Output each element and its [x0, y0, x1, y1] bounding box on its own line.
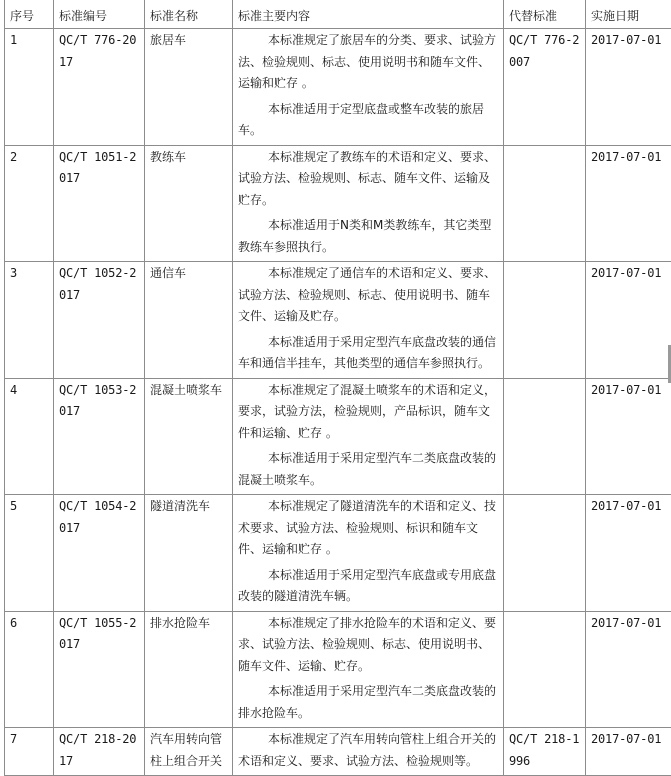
cell-seq: 2 [5, 145, 54, 262]
content-paragraph: 本标准适用于采用定型汽车二类底盘改装的排水抢险车。 [238, 681, 498, 724]
cell-name: 旅居车 [145, 29, 233, 146]
cell-content [233, 611, 504, 728]
cell-date: 2017-07-01 [586, 262, 671, 379]
header-seq: 序号 [5, 0, 54, 29]
cell-seq: 1 [5, 29, 54, 146]
cell-date: 2017-07-01 [586, 495, 671, 612]
table-row [5, 728, 671, 776]
header-name: 标准名称 [145, 0, 233, 29]
table-header-row [5, 0, 671, 29]
cell-date: 2017-07-01 [586, 728, 671, 776]
table-row [5, 145, 671, 262]
content-paragraph: 本标准规定了汽车用转向管柱上组合开关的术语和定义、要求、试验方法、检验规则等。 [238, 729, 498, 772]
cell-name: 通信车 [145, 262, 233, 379]
cell-content [233, 495, 504, 612]
cell-replaced [504, 495, 586, 612]
cell-content [233, 29, 504, 146]
content-paragraph: 本标准规定了旅居车的分类、要求、试验方法、检验规则、标志、使用说明书和随车文件、运输和贮存 。 [238, 30, 498, 95]
cell-code: QC/T 218-2017 [54, 728, 145, 776]
content-paragraph: 本标准适用于采用定型汽车底盘改装的通信车和通信半挂车，其他类型的通信车参照执行。 [238, 332, 498, 375]
cell-content [233, 728, 504, 776]
cell-code: QC/T 776-2017 [54, 29, 145, 146]
cell-replaced [504, 145, 586, 262]
content-paragraph: 本标准适用于N类和M类教练车，其它类型教练车参照执行。 [238, 215, 498, 258]
header-code: 标准编号 [54, 0, 145, 29]
cell-name: 排水抢险车 [145, 611, 233, 728]
cell-code: QC/T 1052-2017 [54, 262, 145, 379]
cell-date: 2017-07-01 [586, 145, 671, 262]
header-content: 标准主要内容 [233, 0, 504, 29]
cell-seq: 3 [5, 262, 54, 379]
cell-name: 混凝土喷浆车 [145, 378, 233, 495]
cell-name: 隧道清洗车 [145, 495, 233, 612]
cell-replaced: QC/T 218-1996 [504, 728, 586, 776]
header-replaced: 代替标准 [504, 0, 586, 29]
content-paragraph: 本标准规定了隧道清洗车的术语和定义、技术要求、试验方法、检验规则、标识和随车文件、运输和贮存 。 [238, 496, 498, 561]
table-row [5, 378, 671, 495]
cell-date: 2017-07-01 [586, 29, 671, 146]
cell-replaced: QC/T 776-2007 [504, 29, 586, 146]
cell-seq: 7 [5, 728, 54, 776]
cell-code: QC/T 1055-2017 [54, 611, 145, 728]
cell-code: QC/T 1051-2017 [54, 145, 145, 262]
cell-name: 汽车用转向管柱上组合开关 [145, 728, 233, 776]
content-paragraph: 本标准规定了教练车的术语和定义、要求、试验方法、检验规则、标志、随车文件、运输及贮存。 [238, 147, 498, 212]
cell-content [233, 378, 504, 495]
cell-content [233, 145, 504, 262]
cell-code: QC/T 1054-2017 [54, 495, 145, 612]
cell-date: 2017-07-01 [586, 611, 671, 728]
cell-content [233, 262, 504, 379]
cell-seq: 5 [5, 495, 54, 612]
table-row [5, 262, 671, 379]
table-row [5, 495, 671, 612]
cell-code: QC/T 1053-2017 [54, 378, 145, 495]
cell-replaced [504, 262, 586, 379]
cell-name: 教练车 [145, 145, 233, 262]
cell-replaced [504, 378, 586, 495]
content-paragraph: 本标准适用于采用定型汽车底盘或专用底盘改装的隧道清洗车辆。 [238, 565, 498, 608]
cell-seq: 6 [5, 611, 54, 728]
content-paragraph: 本标准规定了混凝土喷浆车的术语和定义，要求，试验方法，检验规则，产品标识，随车文件和运输、贮存 。 [238, 380, 498, 445]
table-row [5, 29, 671, 146]
content-paragraph: 本标准适用于采用定型汽车二类底盘改装的混凝土喷浆车。 [238, 448, 498, 491]
content-paragraph: 本标准适用于定型底盘或整车改装的旅居车。 [238, 99, 498, 142]
table-row [5, 611, 671, 728]
content-paragraph: 本标准规定了排水抢险车的术语和定义、要求、试验方法、检验规则、标志、使用说明书、随车文件、运输、贮存。 [238, 613, 498, 678]
standards-table [4, 0, 671, 776]
cell-replaced [504, 611, 586, 728]
cell-seq: 4 [5, 378, 54, 495]
content-paragraph: 本标准规定了通信车的术语和定义、要求、试验方法、检验规则、标志、使用说明书、随车文件、运输及贮存。 [238, 263, 498, 328]
cell-date: 2017-07-01 [586, 378, 671, 495]
header-date: 实施日期 [586, 0, 671, 29]
